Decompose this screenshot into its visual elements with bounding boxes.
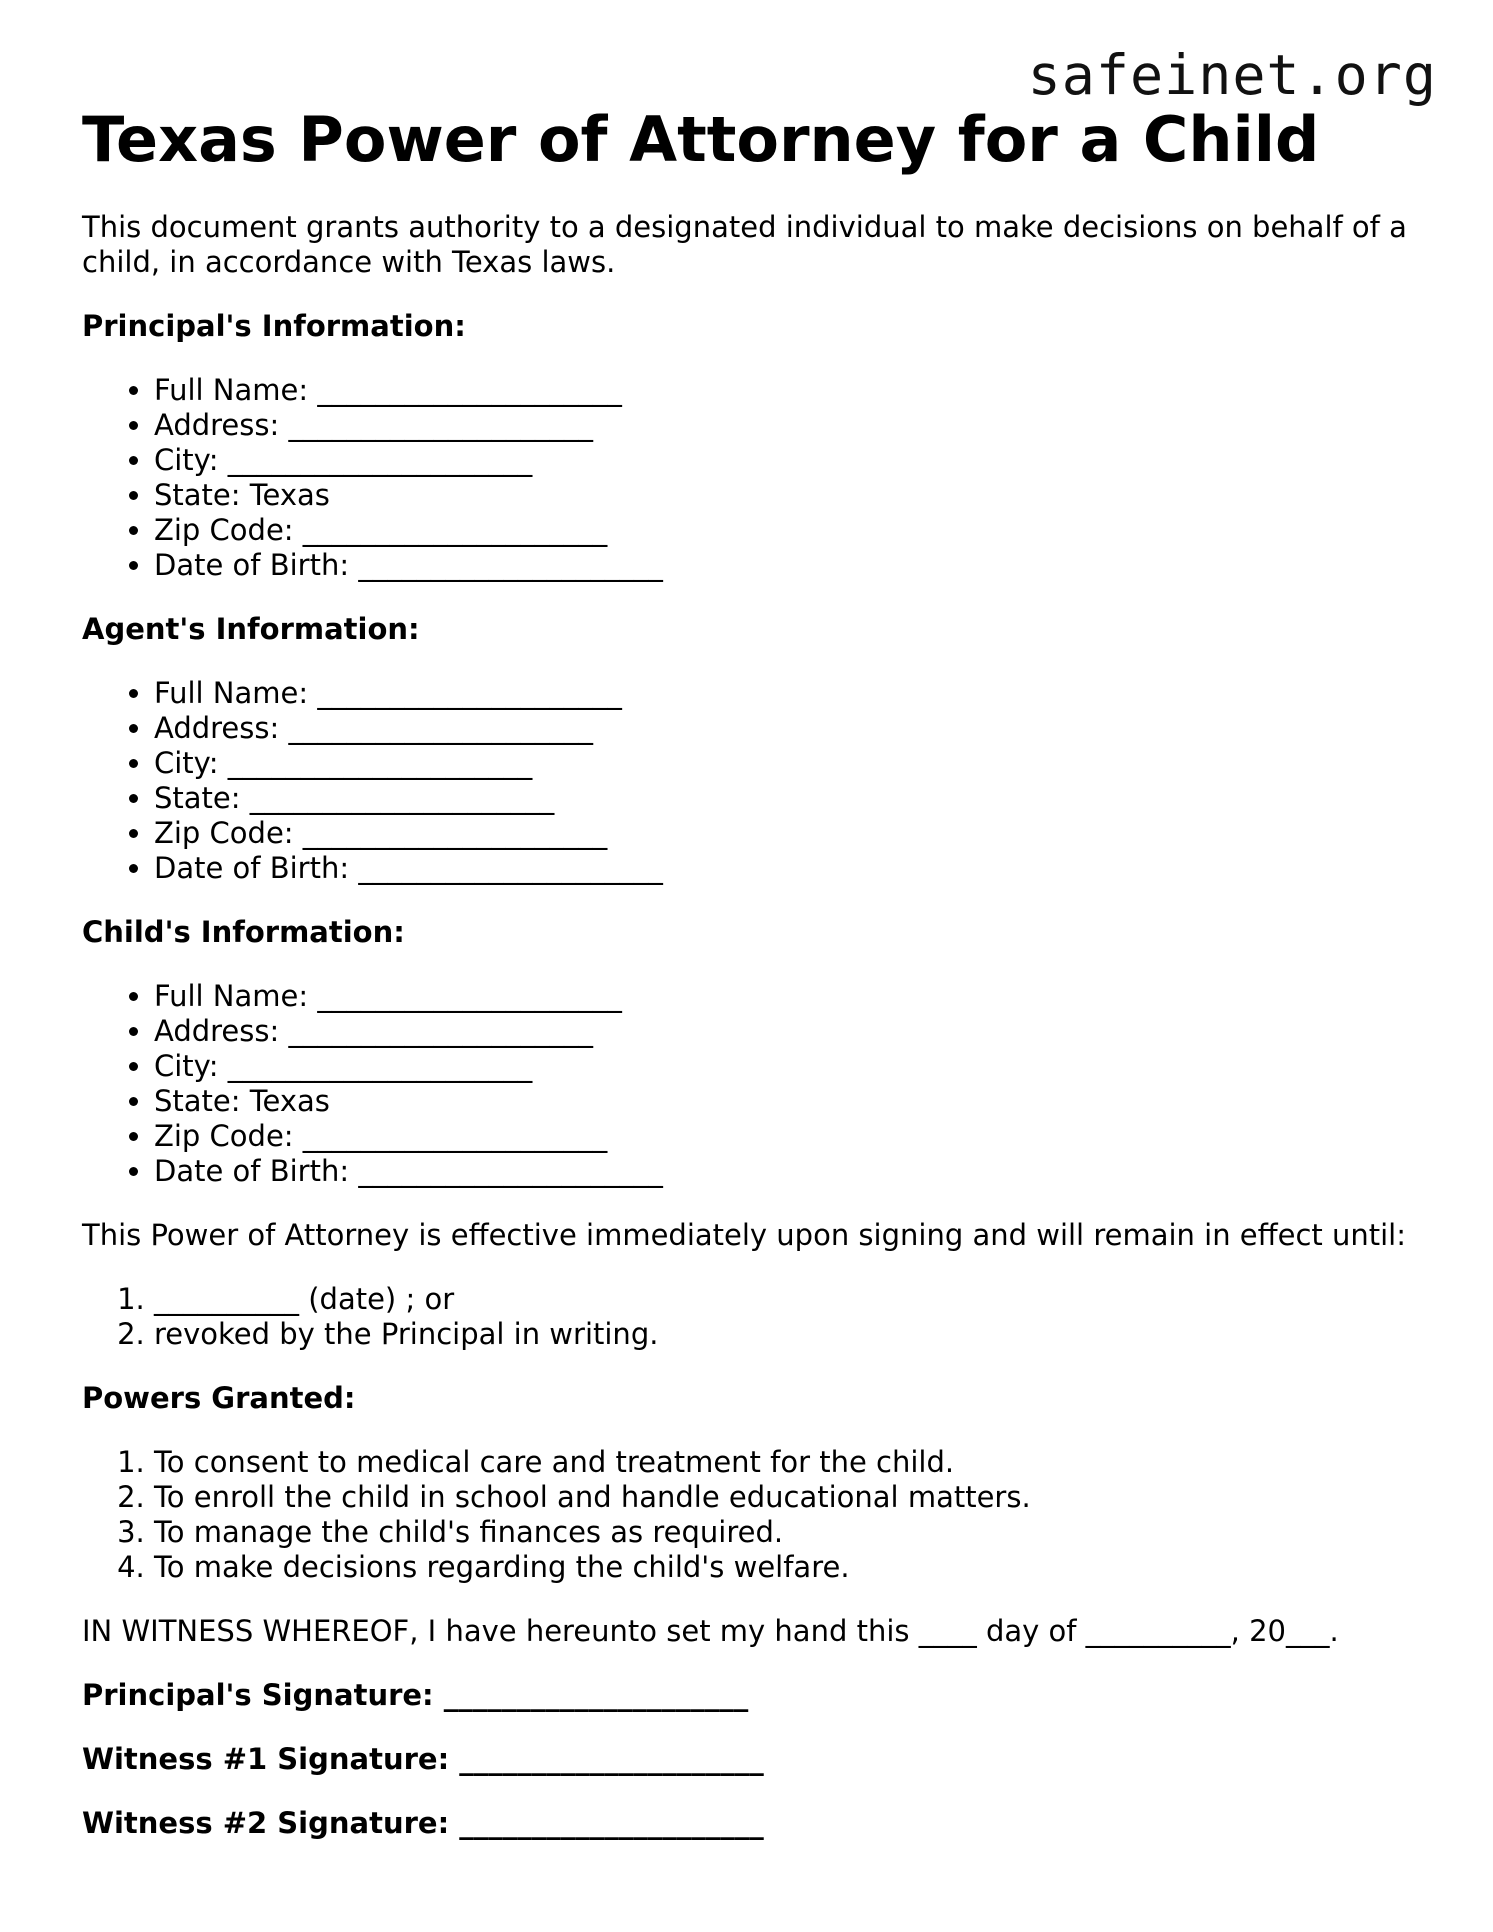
agent-state-field: • State: _____________________ (154, 781, 1422, 816)
child-dob-field: • Date of Birth: _____________________ (154, 1154, 1422, 1189)
principal-state-field: • State: Texas (154, 478, 1422, 513)
power-item: 2. To enroll the child in school and handle educational matters. (154, 1480, 1422, 1515)
child-address-field: • Address: _____________________ (154, 1014, 1422, 1049)
site-watermark: safeinet.org (1027, 43, 1437, 107)
child-city-field: • City: _____________________ (154, 1049, 1422, 1084)
power-item: 1. To consent to medical care and treatment for the child. (154, 1445, 1422, 1480)
agent-zip-field: • Zip Code: _____________________ (154, 816, 1422, 851)
effective-options-list (82, 1282, 1422, 1352)
intro-paragraph: This document grants authority to a designated individual to make decisions on behalf of a child, in accordance with Texas laws. (82, 210, 1407, 279)
page-title: Texas Power of Attorney for a Child (82, 103, 1320, 176)
power-item: 4. To make decisions regarding the child's welfare. (154, 1550, 1422, 1585)
effective-option-revoked: 2. revoked by the Principal in writing. (154, 1317, 1422, 1352)
child-info-list (82, 979, 1422, 1189)
witness-1-signature-line: Witness #1 Signature: _____________________ (82, 1742, 764, 1776)
principal-signature-line: Principal's Signature: _____________________ (82, 1678, 749, 1712)
child-full-name-field: • Full Name: _____________________ (154, 979, 1422, 1014)
principal-city-field: • City: _____________________ (154, 443, 1422, 478)
document-body (82, 104, 1422, 1841)
agent-full-name-field: • Full Name: _____________________ (154, 676, 1422, 711)
agent-info-heading: Agent's Information: (82, 612, 420, 646)
agent-dob-field: • Date of Birth: _____________________ (154, 851, 1422, 886)
child-zip-field: • Zip Code: _____________________ (154, 1119, 1422, 1154)
agent-city-field: • City: _____________________ (154, 746, 1422, 781)
witness-clause: IN WITNESS WHEREOF, I have hereunto set my hand this ____ day of __________, 20___. (82, 1614, 1339, 1648)
effective-option-date: 1. __________ (date) ; or (154, 1282, 1422, 1317)
agent-info-list (82, 676, 1422, 886)
principal-full-name-field: • Full Name: _____________________ (154, 373, 1422, 408)
child-info-heading: Child's Information: (82, 915, 405, 949)
effective-statement: This Power of Attorney is effective immediately upon signing and will remain in effect until: (82, 1218, 1407, 1252)
principal-dob-field: • Date of Birth: _____________________ (154, 548, 1422, 583)
witness-2-signature-line: Witness #2 Signature: _____________________ (82, 1806, 764, 1840)
principal-zip-field: • Zip Code: _____________________ (154, 513, 1422, 548)
child-state-field: • State: Texas (154, 1084, 1422, 1119)
principal-info-heading: Principal's Information: (82, 309, 466, 343)
agent-address-field: • Address: _____________________ (154, 711, 1422, 746)
principal-address-field: • Address: _____________________ (154, 408, 1422, 443)
powers-granted-heading: Powers Granted: (82, 1381, 356, 1415)
principal-info-list (82, 373, 1422, 583)
power-item: 3. To manage the child's finances as required. (154, 1515, 1422, 1550)
powers-granted-list (82, 1445, 1422, 1585)
